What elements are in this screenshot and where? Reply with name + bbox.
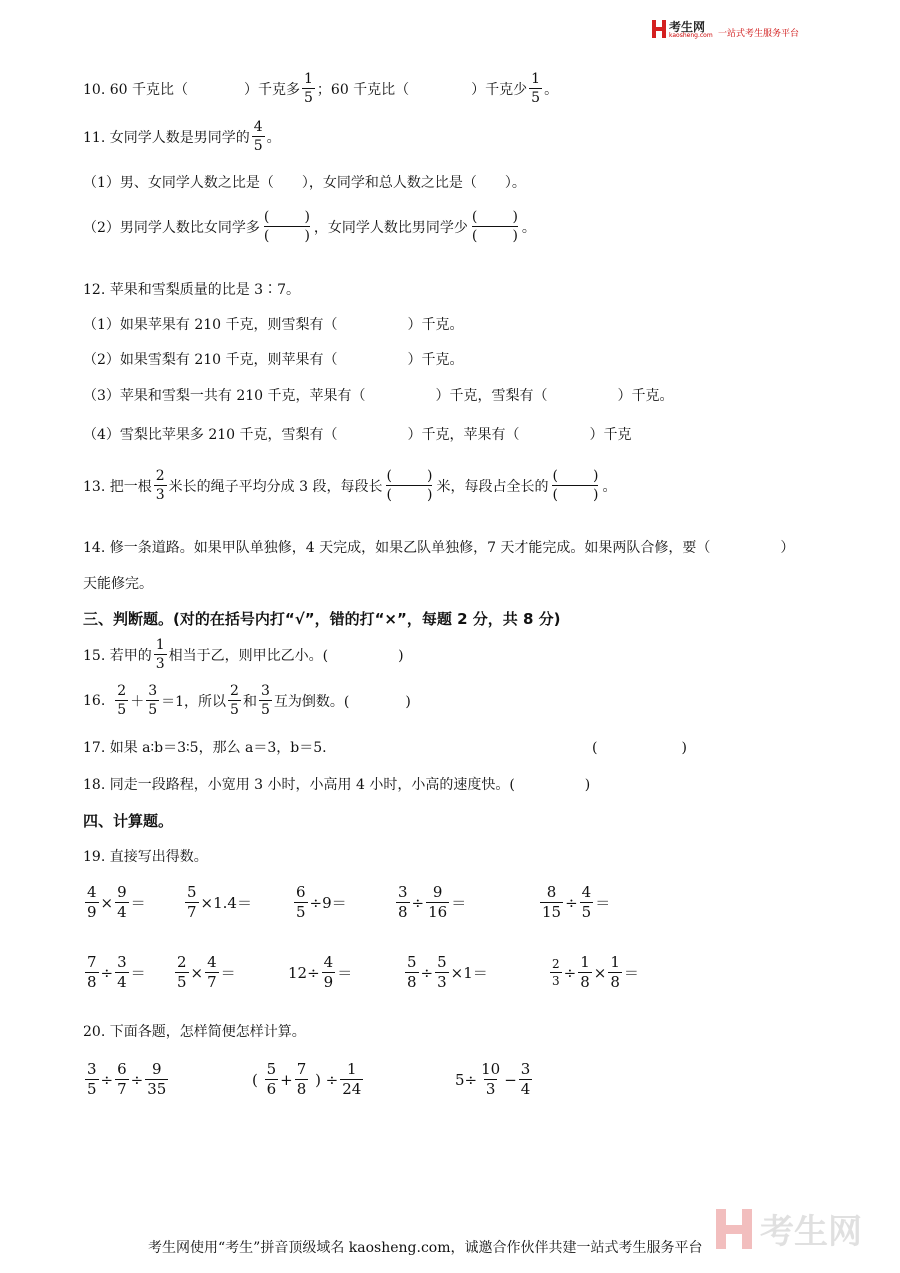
calc-item: 5÷ $\frac{10}{3}$ − $\frac{3}{4}$ [455,1060,531,1098]
fraction: $\frac{1}{5}$ [303,71,313,106]
watermark-logo-icon [716,1205,886,1255]
blank-fraction[interactable]: ( ) ( ) [552,468,599,503]
calc-item: $\frac{4}{9}$ × $\frac{9}{4}$ ＝ [87,883,146,921]
section-4-heading: 四、计算题。 [83,812,174,830]
calc-item: $\frac{3}{8}$ ÷ $\frac{9}{16}$ ＝ [398,883,467,921]
question-13: 13. 把一根 $\frac{2}{3}$ 米长的绳子平均分成 3 段，每段长 ( ) ( ) 米，每段占全长的 ( ) ( ) 。 [83,468,617,503]
calc-item: $\frac{7}{8}$ ÷ $\frac{3}{4}$ ＝ [87,953,146,991]
fraction: $\frac{2}{3}$ [155,468,165,503]
brand-domain: kaosheng.com [669,32,713,39]
question-11-part-1: （1）男、女同学人数之比是（ ），女同学和总人数之比是（ ）。 [83,175,526,191]
fraction: $\frac{2}{5}$ [117,683,127,718]
blank-fraction[interactable]: ( ) ( ) [386,468,433,503]
question-19-title: 19. 直接写出得数。 [83,849,208,865]
calc-item: $\frac{5}{8}$ ÷ $\frac{5}{3}$ ×1＝ [407,953,488,991]
question-20-title: 20. 下面各题，怎样简便怎样计算。 [83,1024,306,1040]
question-15: 15. 若甲的 $\frac{1}{3}$ 相当于乙，则甲比乙小。( ) [83,637,404,672]
kaosheng-logo-icon [652,20,666,38]
blank-fraction[interactable]: ( ) ( ) [263,209,310,244]
calc-item: 12÷ $\frac{4}{9}$ ＝ [288,953,353,991]
fraction: $\frac{4}{5}$ [253,119,263,154]
question-11-part-2: （2）男同学人数比女同学多 ( ) ( ) ，女同学人数比男同学少 ( ) ( ) 。 [83,209,536,244]
section-3-heading: 三、判断题。(对的在括号内打“√”，错的打“×”，每题 2 分，共 8 分) [83,610,561,628]
question-14-line-1: 14. 修一条道路。如果甲队单独修，4 天完成，如果乙队单独修，7 天才能完成。如果两队合修，要（ ） [83,540,795,556]
fraction: $\frac{3}{5}$ [148,683,158,718]
question-14-line-2: 天能修完。 [83,576,153,592]
question-12-part-4: （4）雪梨比苹果多 210 千克，雪梨有（ ）千克，苹果有（ ）千克 [83,427,632,443]
fraction: $\frac{1}{3}$ [155,637,165,672]
calc-item: $\frac{2}{3}$ ÷ $\frac{1}{8}$ × $\frac{1}{8}$ ＝ [552,953,639,991]
answer-paren[interactable]: ( ) [592,740,687,756]
question-10: 10. 60 千克比（ ）千克多 $\frac{1}{5}$ ；60 千克比（ ）千克少 $\frac{1}{5}$ 。 [83,71,559,106]
blank-fraction[interactable]: ( ) ( ) [471,209,518,244]
fraction: $\frac{2}{5}$ [230,683,239,718]
question-12-part-1: （1）如果苹果有 210 千克，则雪梨有（ ）千克。 [83,317,464,333]
question-12-part-3: （3）苹果和雪梨一共有 210 千克，苹果有（ ）千克，雪梨有（ ）千克。 [83,388,674,404]
watermark-text: 考生网 [760,1212,862,1252]
calc-item: $\frac{8}{15}$ ÷ $\frac{4}{5}$ ＝ [542,883,611,921]
brand-name: 考生网 [669,20,706,34]
calc-item: $\frac{2}{5}$ × $\frac{4}{7}$ ＝ [177,953,236,991]
calc-item: $\frac{6}{5}$ ÷9＝ [296,883,347,921]
question-12: 12. 苹果和雪梨质量的比是 3∶7。 [83,282,300,298]
question-17: 17. 如果 a∶b＝3∶5，那么 a＝3，b＝5. [83,740,327,756]
brand-tagline: 一站式考生服务平台 [718,29,800,39]
fraction: $\frac{1}{5}$ [531,71,541,106]
question-18: 18. 同走一段路程，小宽用 3 小时，小高用 4 小时，小高的速度快。( ) [83,777,591,793]
fraction: $\frac{3}{5}$ [260,683,270,718]
question-12-part-2: （2）如果雪梨有 210 千克，则苹果有（ ）千克。 [83,352,464,368]
question-16: 16. $\frac{2}{5}$ ＋ $\frac{3}{5}$ ＝1，所以 $\frac{2}{5}$ 和 $\frac{3}{5}$ 互为倒数。( ) [83,683,411,718]
question-11: 11. 女同学人数是男同学的 $\frac{4}{5}$ 。 [83,119,281,154]
calc-item: $\frac{5}{7}$ ×1.4＝ [187,883,252,921]
calc-item: ( $\frac{5}{6}$ + $\frac{7}{8}$ ) ÷ $\frac{1}{24}$ [252,1060,362,1098]
footer-text: 考生网使用“考生”拼音顶级域名 kaosheng.com，诚邀合作伙伴共建一站式考生服务平台 [148,1240,703,1256]
calc-item: $\frac{3}{5}$ ÷ $\frac{6}{7}$ ÷ $\frac{9}{35}$ [87,1060,167,1098]
